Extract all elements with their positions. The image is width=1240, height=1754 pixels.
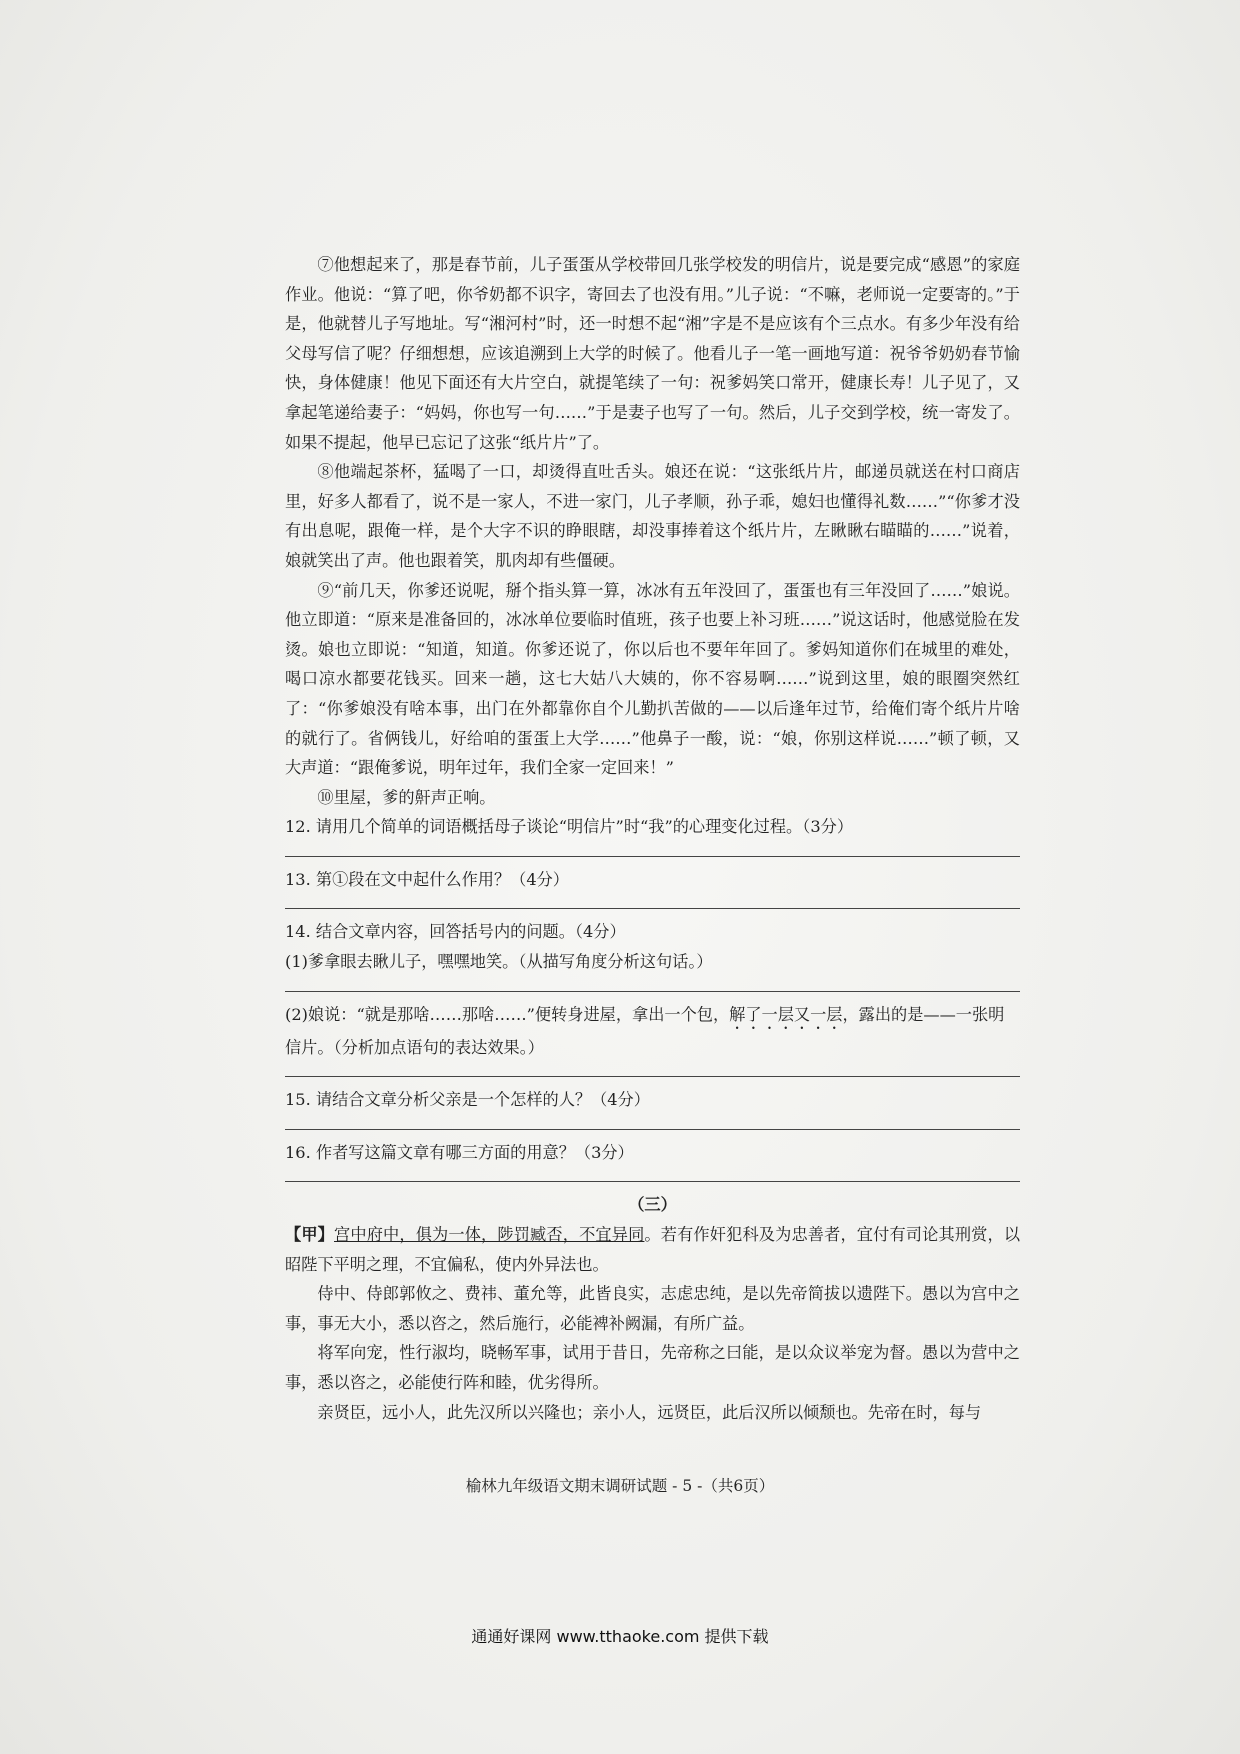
question-12: 12. 请用几个简单的词语概括母子谈论“明信片”时“我”的心理变化过程。（3分） — [285, 817, 854, 837]
answer-line-13[interactable] — [285, 894, 1020, 909]
classical-paragraph-2: 侍中、侍郎郭攸之、费祎、董允等，此皆良实，志虑忠纯，是以先帝简拔以遗陛下。愚以为宫中之事，事无大小，悉以咨之，然后施行，必能裨补阙漏，有所广益。 — [285, 1284, 1020, 1333]
classical-paragraph-4: 亲贤臣，远小人，此先汉所以兴隆也；亲小人，远贤臣，此后汉所以倾颓也。先帝在时，每与 — [317, 1402, 982, 1422]
underlined-sentence: 宫中府中，俱为一体，陟罚臧否，不宜异同 — [334, 1225, 645, 1245]
question-15: 15. 请结合文章分析父亲是一个怎样的人？（4分） — [285, 1090, 650, 1110]
question-13: 13. 第①段在文中起什么作用？（4分） — [285, 869, 569, 889]
passage-paragraph-7: ⑦他想起来了，那是春节前，儿子蛋蛋从学校带回几张学校发的明信片，说是要完成“感恩”的家庭作业。他说：“算了吧，你爷奶都不识字，寄回去了也没有用。”儿子说：“不嘛，老师说一定要寄的。”于是，他就替儿子写地址。写“湘河村”时，还一时想不起“湘”字是不是应该有个三点水。有多少年没有给父母写信了呢？仔细想想，应该追溯到上大学的时候了。他看儿子一笔一画地写道：祝爷爷奶奶春节愉快，身体健康！他见下面还有大片空白，就提笔续了一句：祝爹妈笑口常开，健康长寿！儿子见了，又拿起笔递给妻子：“妈妈，你也写一句……”于是妻子也写了一句。然后，儿子交到学校，统一寄发了。如果不提起，他早已忘记了这张“纸片片”了。 — [285, 255, 1020, 452]
dotted-phrase: 解了一层又一层 — [729, 1004, 843, 1024]
download-note: 通通好课网 www.tthaoke.com 提供下载 — [471, 1627, 769, 1646]
passage-paragraph-10: ⑩里屋，爹的鼾声正响。 — [317, 787, 496, 807]
classical-paragraph-1-rest: 。若有作奸犯科及为忠善者，宜付有司论其刑赏，以昭陛下平明之理，不宜偏私，使内外异法也。 — [285, 1225, 1021, 1274]
question-14: 14. 结合文章内容，回答括号内的问题。（4分） — [285, 922, 626, 942]
classical-paragraph-3: 将军向宠，性行淑均，晓畅军事，试用于昔日，先帝称之曰能，是以众议举宠为督。愚以为营中之事，悉以咨之，必能使行阵和睦，优劣得所。 — [285, 1343, 1020, 1392]
question-16: 16. 作者写这篇文章有哪三方面的用意？（3分） — [285, 1142, 634, 1162]
answer-line-15[interactable] — [285, 1115, 1020, 1130]
page-footer: 榆林九年级语文期末调研试题 - 5 -（共6页） — [465, 1477, 775, 1495]
answer-line-16[interactable] — [285, 1167, 1020, 1182]
passage-paragraph-8: ⑧他端起茶杯，猛喝了一口，却烫得直吐舌头。娘还在说：“这张纸片片，邮递员就送在村口商店里，好多人都看了，说不是一家人，不进一家门，儿子孝顺，孙子乖，媳妇也懂得礼数……”“你爹才没有出息呢，跟俺一样，是个大字不识的睁眼瞎，却没事捧着这个纸片片，左瞅瞅右瞄瞄的……”说着，娘就笑出了声。他也跟着笑，肌肉却有些僵硬。 — [285, 462, 1020, 570]
question-14-part-2-tail: ，露出的是——一张明信片。（分析加点语句的表达效果。） — [285, 1004, 1005, 1057]
question-14-part-2 — [285, 1000, 1020, 1063]
passage-tag: 【甲】 — [285, 1225, 335, 1245]
section-heading: （三） — [628, 1195, 677, 1215]
question-14-part-2-lead: (2)娘说：“就是那啥……那啥……”便转身进屋，拿出一个包， — [285, 1004, 730, 1024]
passage-paragraph-9: ⑨“前几天，你爹还说呢，掰个指头算一算，冰冰有五年没回了，蛋蛋也有三年没回了……”娘说。他立即道：“原来是准备回的，冰冰单位要临时值班，孩子也要上补习班……”说这话时，他感觉脸在发烫。娘也立即说：“知道，知道。你爹还说了，你以后也不要年年回了。爹妈知道你们在城里的难处，喝口凉水都要花钱买。回来一趟，这七大姑八大姨的，你不容易啊……”说到这里，娘的眼圈突然红了：“你爹娘没有啥本事，出门在外都靠你自个儿勤扒苦做的——以后逢年过节，给俺们寄个纸片片啥的就行了。省俩钱儿，好给咱的蛋蛋上大学……”他鼻子一酸，说：“娘，你别这样说……”顿了顿，又大声道：“跟俺爹说，明年过年，我们全家一定回来！” — [285, 580, 1020, 778]
exam-page-content — [285, 250, 1020, 1427]
answer-line-12[interactable] — [285, 842, 1020, 857]
classical-paragraph-1 — [285, 1220, 1020, 1279]
answer-line-14-1[interactable] — [285, 977, 1020, 992]
question-14-part-1: (1)爹拿眼去瞅儿子，嘿嘿地笑。（从描写角度分析这句话。） — [285, 952, 713, 972]
answer-line-14-2[interactable] — [285, 1062, 1020, 1077]
